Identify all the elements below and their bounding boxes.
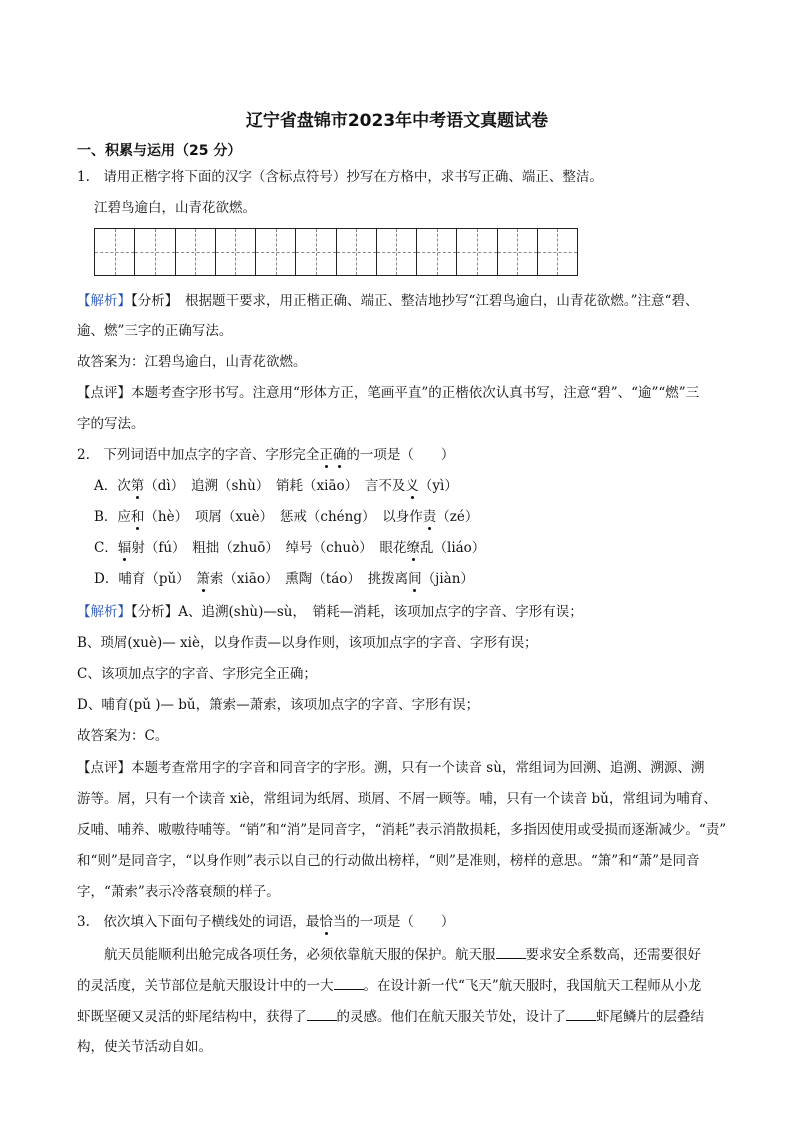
option-text: D．哺育（pǔ） (94, 571, 197, 587)
passage-text: 的灵感。他们在航天服关节处，设计了 (336, 1009, 566, 1025)
writing-grid[interactable] (94, 228, 578, 276)
fill-blank[interactable] (566, 1006, 596, 1021)
q2-comment-line-4: 和“则”是同音字，“以身作则”表示以自己的行动做出榜样，“则”是准则，榜样的意思。“箫”和“萧”是同音 (77, 853, 700, 869)
option-text: A．次 (94, 478, 131, 494)
dotted-char: 正 (319, 447, 333, 463)
option-text: （yì） (418, 478, 458, 494)
dotted-char: 缭 (406, 540, 420, 556)
q1-stem: 1. 请用正楷字将下面的汉字（含标点符号）抄写在方格中，求书写正确、端正、整洁。 (77, 169, 603, 185)
q2-analysis-line-2: B、琐屑(xuè)— xiè，以身作责—以身作则，该项加点字的字音、字形有误； (77, 635, 538, 651)
dotted-char: 第 (130, 478, 145, 494)
grid-cell[interactable] (417, 229, 457, 275)
q2-analysis-text: 【分析】A、追溯(shù)—sù， 销耗—消耗，该项加点字的字音、字形有误； (131, 604, 583, 620)
q2-comment-line-1: 【点评】本题考查常用字的字音和同音字的字形。溯，只有一个读音 sù，常组词为回溯、追溯、溯源、溯 (77, 760, 705, 776)
q2-stem-text: 的一项是（ ） (346, 447, 455, 463)
q3-stem-text: 当的一项是（ ） (332, 914, 455, 930)
grid-cell[interactable] (377, 229, 417, 275)
passage-text: 。在设计新一代“飞天”航天服时，我国航天工程师从小龙 (363, 978, 702, 994)
option-text: （jiàn） (421, 571, 474, 587)
grid-cell[interactable] (216, 229, 256, 275)
q2-answer: 故答案为：C。 (77, 728, 169, 744)
dotted-char: 恰 (319, 914, 333, 930)
section-heading: 一、积累与运用（25 分） (77, 143, 242, 159)
passage-text: 航天员能顺利出舱完成各项任务，必须依靠航天服的保护。航天服 (77, 947, 496, 963)
grid-cell[interactable] (457, 229, 497, 275)
dotted-char: 确 (332, 447, 347, 463)
dotted-char: 责 (422, 509, 437, 525)
q3-passage-line-4: 构，使关节活动自如。 (77, 1039, 212, 1055)
grid-cell[interactable] (337, 229, 377, 275)
grid-cell[interactable] (176, 229, 216, 275)
option-text: B．应 (94, 509, 131, 525)
q2-comment-line-5: 字，“萧索”表示冷落衰颓的样子。 (77, 884, 280, 900)
q3-passage-line-1 (77, 944, 701, 964)
passage-text: 的灵活度，关节部位是航天服设计中的一大 (77, 978, 334, 994)
q2-comment-line-3: 反哺、哺养、嗷嗷待哺等。“销”和“消”是同音字，“消耗”表示消散损耗，多指因使用或受损而逐渐减少。“责” (77, 822, 727, 838)
dotted-char: 辐 (117, 540, 132, 556)
option-text: C． (94, 540, 118, 556)
analysis-tag: 【解析】 (77, 293, 131, 309)
page-title: 辽宁省盘锦市2023年中考语文真题试卷 (245, 111, 549, 131)
dotted-char: 义 (405, 478, 419, 494)
analysis-tag: 【解析】 (77, 604, 131, 620)
grid-cell[interactable] (296, 229, 336, 275)
q2-analysis-line-4: D、哺育(pǔ )— bǔ，箫索—萧索，该项加点字的字音、字形有误； (77, 697, 480, 713)
grid-cell[interactable] (256, 229, 296, 275)
grid-cell[interactable] (498, 229, 538, 275)
dotted-char: 和 (130, 509, 145, 525)
q1-comment-line-1: 【点评】本题考查字形书写。注意用“形体方正，笔画平直”的正楷依次认真书写，注意“碧”、“逾”“燃”三 (77, 385, 700, 401)
q1-answer: 故答案为：江碧鸟逾白，山青花欲燃。 (77, 354, 307, 370)
q3-passage-line-3 (77, 1006, 704, 1026)
q2-option-b[interactable] (94, 508, 478, 526)
passage-text: 要求安全系数高，还需要很好 (525, 947, 701, 963)
option-text: 乱（liáo） (420, 540, 486, 556)
q2-comment-line-2: 游等。屑，只有一个读音 xiè，常组词为纸屑、琐屑、不屑一顾等。哺，只有一个读音 bǔ，常组词为哺育、 (77, 791, 717, 807)
option-text: （hè） 项屑（xuè） 惩戒（chéng） 以身作 (144, 509, 423, 525)
grid-cell[interactable] (95, 229, 135, 275)
passage-text: 虾尾鳞片的层叠结 (596, 1009, 704, 1025)
q3-stem-text: 3. 依次填入下面句子横线处的词语，最 (77, 914, 320, 930)
q1-analysis-line-1 (77, 292, 698, 310)
passage-text: 虾既坚硬又灵活的虾尾结构中，获得了 (77, 1009, 307, 1025)
option-text: （dì） 追溯（shù） 销耗（xiāo） 言不及 (144, 478, 406, 494)
q2-option-a[interactable] (94, 477, 458, 495)
dotted-char: 箫 (196, 571, 210, 587)
option-text: （zé） (436, 509, 479, 525)
q2-option-c[interactable] (94, 539, 485, 557)
option-text: 射（fú） 粗拙（zhuō） 绰号（chuò） 眼花 (131, 540, 407, 556)
dotted-char: 间 (408, 571, 422, 587)
q1-poem-text: 江碧鸟逾白，山青花欲燃。 (94, 200, 256, 216)
q2-analysis-line-3: C、该项加点字的字音、字形完全正确； (77, 666, 317, 682)
q3-passage-line-2 (77, 975, 701, 995)
q1-analysis-text: 【分析】 根据题干要求，用正楷正确、端正、整洁地抄写“江碧鸟逾白，山青花欲燃。”注意“碧、 (131, 293, 699, 309)
option-text: 索（xiāo） 熏陶（táo） 挑拨离 (209, 571, 409, 587)
fill-blank[interactable] (307, 1006, 337, 1021)
q1-comment-line-2: 字的写法。 (77, 416, 145, 432)
q2-stem-text: 2. 下列词语中加点字的字音、字形完全 (77, 447, 320, 463)
q2-stem (77, 446, 454, 464)
q2-analysis-line-1 (77, 603, 583, 621)
grid-cell[interactable] (135, 229, 175, 275)
grid-cell[interactable] (538, 229, 577, 275)
q1-analysis-line-2: 逾、燃”三字的正确写法。 (77, 323, 233, 339)
q3-stem (77, 913, 454, 931)
fill-blank[interactable] (334, 975, 364, 990)
fill-blank[interactable] (496, 944, 526, 959)
q2-option-d[interactable] (94, 570, 474, 588)
